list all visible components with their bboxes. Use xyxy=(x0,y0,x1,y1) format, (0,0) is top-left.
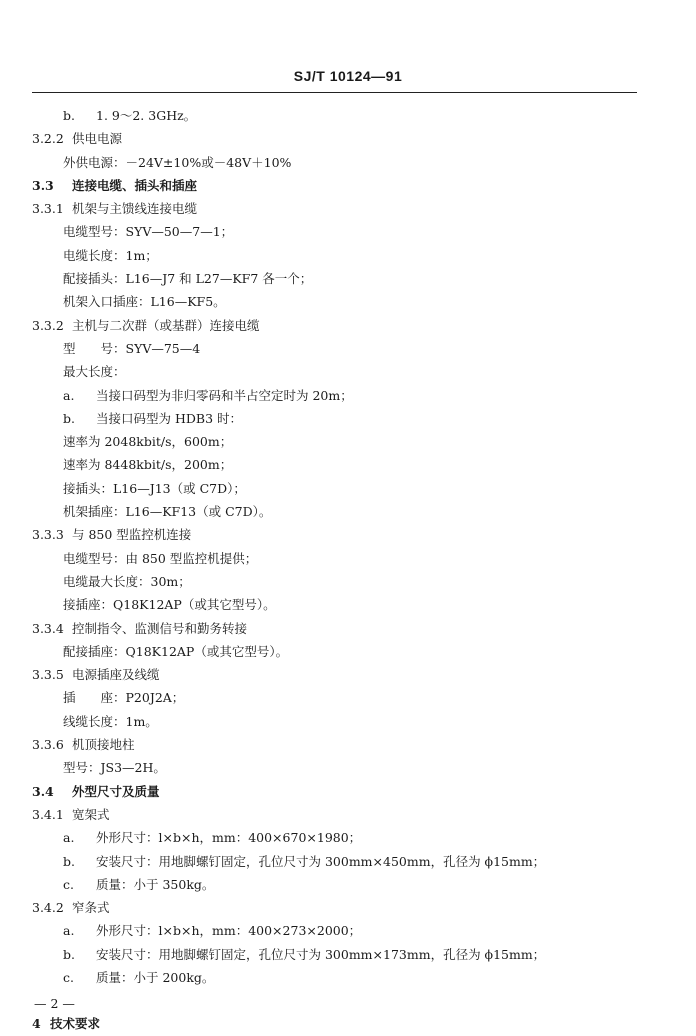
section-title: 宽架式 xyxy=(72,806,110,822)
section-heading xyxy=(0,780,696,803)
section-number: 3.4 xyxy=(32,783,54,799)
body-text-line xyxy=(0,500,696,523)
page-header: SJ/T 10124—91 xyxy=(293,68,403,84)
body-text-line xyxy=(0,267,696,290)
body-text: 电缆型号：由 850 型监控机提供； xyxy=(63,550,258,566)
body-text-line xyxy=(0,640,696,663)
list-item-label: b. xyxy=(63,946,75,962)
section-number: 3.2.2 xyxy=(32,131,64,147)
body-text: 配接插座：Q18K12AP（或其它型号）。 xyxy=(63,643,289,659)
body-text-line xyxy=(0,151,696,174)
list-item-text: 安装尺寸：用地脚螺钉固定，孔位尺寸为 300mm×173mm，孔径为 ϕ15mm； xyxy=(96,946,546,962)
section-number: 3.3.6 xyxy=(32,737,64,753)
section-title: 窄条式 xyxy=(72,900,110,916)
document-body xyxy=(0,104,696,1036)
list-item xyxy=(0,966,696,989)
section-number: 3.3.4 xyxy=(32,620,64,636)
section-title: 电源插座及线缆 xyxy=(72,667,160,683)
section-heading xyxy=(0,197,696,220)
section-number: 3.3 xyxy=(32,177,54,193)
list-item-label: b. xyxy=(63,108,75,123)
list-item-label: b. xyxy=(63,410,75,426)
list-item-label: a. xyxy=(63,830,75,846)
header-rule xyxy=(32,92,637,93)
list-item-label: c. xyxy=(63,876,74,892)
list-item xyxy=(0,919,696,942)
section-number: 3.3.1 xyxy=(32,201,64,217)
body-text: 配接插头：L16—J7 和 L27—KF7 各一个； xyxy=(63,271,313,287)
list-item-text: 质量：小于 200kg。 xyxy=(96,969,215,985)
body-text: 最大长度： xyxy=(63,364,126,380)
body-text: 接插座：Q18K12AP（或其它型号）。 xyxy=(63,597,276,613)
list-item-text: 安装尺寸：用地脚螺钉固定，孔位尺寸为 300mm×450mm，孔径为 ϕ15mm； xyxy=(96,853,546,869)
body-text-line xyxy=(0,220,696,243)
list-item xyxy=(0,104,696,127)
body-text: 速率为 8448kbit/s，200m； xyxy=(63,457,233,473)
body-text-line xyxy=(0,453,696,476)
section-title: 技术要求 xyxy=(50,1016,101,1032)
list-item xyxy=(0,407,696,430)
section-title: 机顶接地柱 xyxy=(72,737,135,753)
section-heading xyxy=(0,663,696,686)
list-item xyxy=(0,943,696,966)
section-number: 3.3.5 xyxy=(32,667,64,683)
body-text-line xyxy=(0,686,696,709)
body-text-line xyxy=(0,360,696,383)
body-text: 电缆长度：1m； xyxy=(63,247,158,263)
section-number: 4 xyxy=(32,1016,41,1032)
body-text-line xyxy=(0,756,696,779)
list-item xyxy=(0,850,696,873)
body-text: 型号：JS3—2H。 xyxy=(63,760,166,776)
body-text: 外供电源：－24V±10%或－48V＋10% xyxy=(63,154,292,170)
section-number: 3.4.1 xyxy=(32,806,64,822)
body-text-line xyxy=(0,570,696,593)
blank-line xyxy=(0,989,696,1012)
section-number: 3.3.3 xyxy=(32,527,64,543)
list-item-text: 当接口码型为非归零码和半占空定时为 20m； xyxy=(96,387,353,403)
list-item-text: 1. 9～2. 3GHz。 xyxy=(96,108,197,123)
section-heading xyxy=(0,174,696,197)
body-text-line xyxy=(0,593,696,616)
list-item-label: c. xyxy=(63,969,74,985)
section-heading xyxy=(0,617,696,640)
list-item-label: b. xyxy=(63,853,75,869)
page-number: — 2 — xyxy=(34,996,75,1011)
body-text: 机架插座：L16—KF13（或 C7D）。 xyxy=(63,504,272,520)
section-title: 外型尺寸及质量 xyxy=(72,783,160,799)
body-text-line xyxy=(0,477,696,500)
list-item-text: 质量：小于 350kg。 xyxy=(96,876,215,892)
body-text-line xyxy=(0,710,696,733)
body-text: 电缆型号：SYV—50—7—1； xyxy=(63,224,234,240)
body-text: 插 座：P20J2A； xyxy=(63,690,185,706)
body-text: 线缆长度：1m。 xyxy=(63,713,158,729)
list-item-text: 当接口码型为 HDB3 时： xyxy=(96,410,243,426)
body-text: 接插头：L16—J13（或 C7D）； xyxy=(63,480,246,496)
body-text: 型 号：SYV—75—4 xyxy=(63,340,201,356)
section-title: 主机与二次群（或基群）连接电缆 xyxy=(72,317,260,333)
section-title: 供电电源 xyxy=(72,131,123,147)
section-heading xyxy=(0,803,696,826)
section-title: 机架与主馈线连接电缆 xyxy=(72,201,198,217)
body-text-line xyxy=(0,547,696,570)
section-heading xyxy=(0,127,696,150)
section-title: 连接电缆、插头和插座 xyxy=(72,177,198,193)
section-heading xyxy=(0,523,696,546)
list-item-label: a. xyxy=(63,923,75,939)
list-item xyxy=(0,873,696,896)
section-heading xyxy=(0,733,696,756)
body-text: 机架入口插座：L16—KF5。 xyxy=(63,294,226,310)
body-text-line xyxy=(0,430,696,453)
list-item-text: 外形尺寸：l×b×h，mm：400×670×1980； xyxy=(96,830,362,846)
list-item-label: a. xyxy=(63,387,75,403)
section-number: 3.3.2 xyxy=(32,317,64,333)
section-heading xyxy=(0,896,696,919)
body-text-line xyxy=(0,244,696,267)
list-item-text: 外形尺寸：l×b×h，mm：400×273×2000； xyxy=(96,923,362,939)
body-text: 电缆最大长度：30m； xyxy=(63,573,191,589)
list-item xyxy=(0,384,696,407)
section-title: 与 850 型监控机连接 xyxy=(72,527,192,543)
section-heading xyxy=(0,314,696,337)
body-text-line xyxy=(0,290,696,313)
body-text: 速率为 2048kbit/s，600m； xyxy=(63,434,233,450)
section-title: 控制指令、监测信号和勤务转接 xyxy=(72,620,248,636)
list-item xyxy=(0,826,696,849)
body-text-line xyxy=(0,337,696,360)
section-number: 3.4.2 xyxy=(32,900,64,916)
